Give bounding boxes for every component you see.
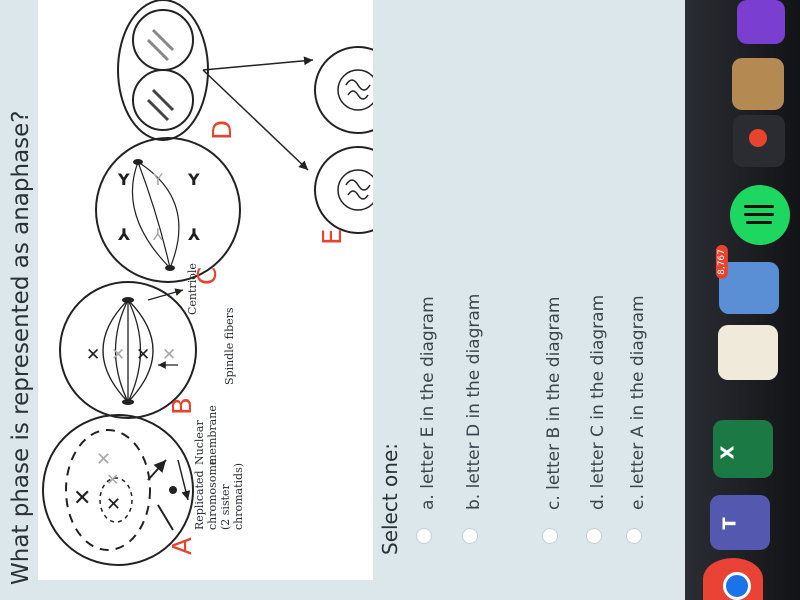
svg-text:⅄: ⅄ <box>118 225 131 244</box>
cell-e <box>315 47 373 233</box>
teams-icon[interactable]: T <box>710 495 770 550</box>
label-replicated-2: chromosome <box>206 458 219 530</box>
radio-option-b[interactable] <box>462 528 478 544</box>
mail-icon[interactable] <box>716 249 779 314</box>
label-nuclear-2: membrane <box>206 405 219 465</box>
option-a-label[interactable]: a. letter E in the diagram <box>418 296 438 510</box>
option-b-label[interactable]: b. letter D in the diagram <box>464 293 484 510</box>
dock <box>685 0 800 600</box>
svg-text:Y: Y <box>188 170 200 189</box>
mail-badge: 8,767 <box>716 245 728 279</box>
letter-b: B <box>168 397 198 415</box>
radio-option-a[interactable] <box>416 528 432 544</box>
cell-c <box>96 138 240 282</box>
preview-icon[interactable] <box>732 58 784 110</box>
calendar-icon[interactable] <box>718 325 778 380</box>
spotify-icon[interactable] <box>730 185 790 245</box>
mitosis-diagram <box>38 0 373 580</box>
radio-option-e[interactable] <box>626 528 642 544</box>
option-d-label[interactable]: d. letter C in the diagram <box>588 294 608 510</box>
letter-e: E <box>318 228 348 245</box>
chromosome-mark: ✕ <box>106 494 122 515</box>
svg-text:✕: ✕ <box>86 345 101 365</box>
svg-text:⅄: ⅄ <box>188 225 201 244</box>
svg-text:Y: Y <box>153 170 163 189</box>
chromosome-mark: ✕ <box>106 470 120 489</box>
letter-c: C <box>193 266 223 285</box>
radio-option-d[interactable] <box>586 528 602 544</box>
excel-icon[interactable]: X <box>713 420 773 478</box>
option-c-label[interactable]: c. letter B in the diagram <box>544 296 564 510</box>
photo-booth-icon[interactable] <box>737 0 785 44</box>
chromosome-mark: ✕ <box>96 449 112 470</box>
music-icon[interactable] <box>733 115 785 167</box>
label-replicated-3: (2 sister <box>219 484 232 530</box>
cell-d <box>118 0 313 170</box>
label-nuclear-1: Nuclear <box>193 420 206 465</box>
label-spindle: Spindle fibers <box>223 307 236 385</box>
svg-text:Y: Y <box>118 170 130 189</box>
question-title: What phase is represented as anaphase? <box>8 110 34 585</box>
letter-a: A <box>168 537 198 555</box>
label-centriole: Centriole <box>186 263 199 315</box>
option-e-label[interactable]: e. letter A in the diagram <box>628 295 648 510</box>
radio-option-c[interactable] <box>542 528 558 544</box>
select-one-label: Select one: <box>378 442 402 555</box>
svg-text:✕: ✕ <box>162 345 177 365</box>
chrome-icon[interactable] <box>703 558 763 600</box>
letter-d: D <box>208 119 238 140</box>
svg-text:⅄: ⅄ <box>153 225 163 244</box>
label-replicated-4: chromatids) <box>232 462 245 530</box>
svg-text:✕: ✕ <box>111 345 126 365</box>
label-replicated-1: Replicated <box>193 470 206 530</box>
chromosome-mark: ✕ <box>73 486 92 511</box>
svg-text:✕: ✕ <box>136 345 151 365</box>
